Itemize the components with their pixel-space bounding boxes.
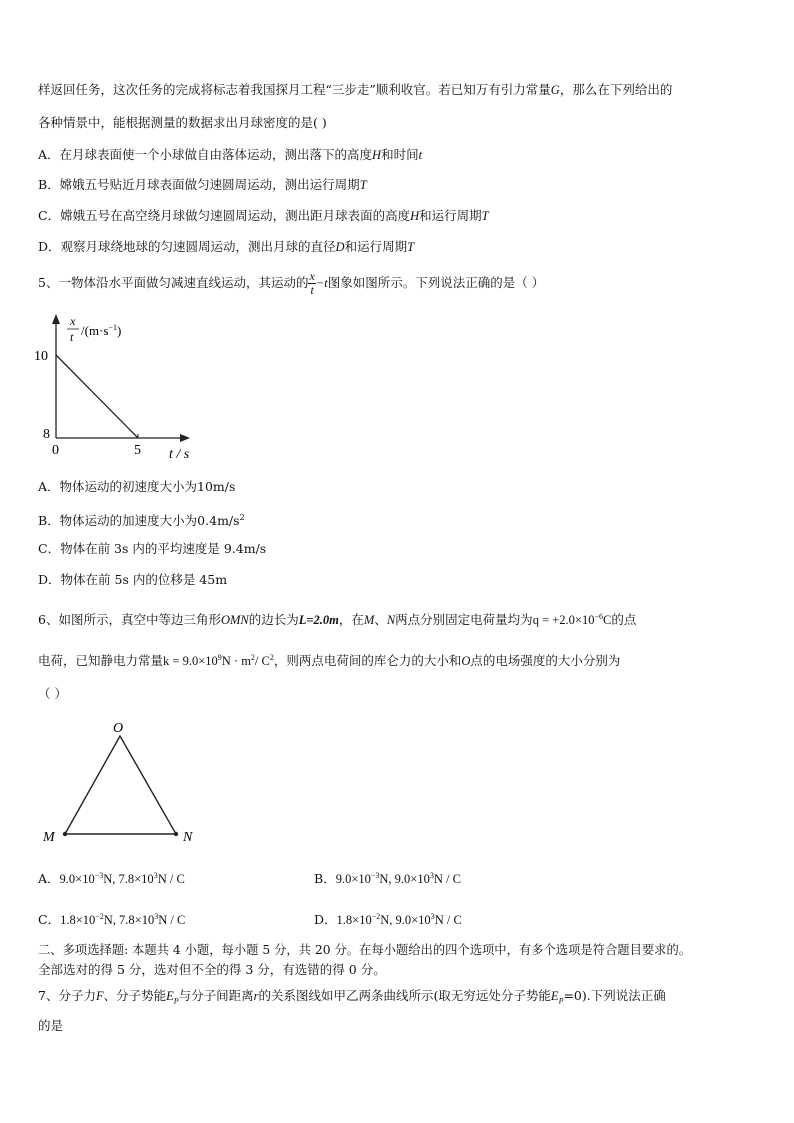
point-N bbox=[174, 832, 178, 836]
var-L: L=2.0m bbox=[298, 613, 339, 628]
text: 的是 bbox=[38, 1018, 64, 1033]
text: 图象如图所示。下列说法正确的是（ ） bbox=[327, 275, 545, 290]
text: 二、多项选择题: 本题共 4 小题，每小题 5 分，共 20 分。在每小题给出的四个选项中，有多个选项是符合题目要求的。 bbox=[38, 943, 692, 957]
superscript: 9 bbox=[217, 653, 222, 662]
label-M: M bbox=[43, 830, 55, 845]
text: 样返回任务，这次任务的完成将标志着我国探月工程“三步走”顺利收官。若已知万有引力常量 bbox=[38, 82, 551, 97]
var-T: T bbox=[359, 178, 367, 192]
text: D．物体在前 5s 内的位移是 45m bbox=[38, 572, 228, 587]
text: 的点 bbox=[611, 612, 637, 628]
text: q = +2.0×10 bbox=[532, 613, 595, 628]
superscript: 2 bbox=[250, 653, 255, 662]
text: N, 7.8×10 bbox=[103, 913, 155, 928]
fraction-x-over-t bbox=[308, 270, 315, 297]
q4-option-a bbox=[38, 147, 422, 163]
text: 9.0×10 bbox=[59, 872, 95, 887]
var-T: T bbox=[407, 240, 415, 254]
q6-option-b bbox=[314, 868, 461, 887]
text: 1.8×10 bbox=[60, 913, 96, 928]
x-tick-label-5: 5 bbox=[134, 443, 141, 458]
superscript: −3 bbox=[94, 871, 104, 880]
text: 和时间 bbox=[381, 147, 419, 162]
q6-stem-line1 bbox=[38, 609, 636, 628]
text: 和运行周期 bbox=[344, 239, 408, 254]
text: N, 9.0×10 bbox=[380, 913, 431, 928]
text: 与分子间距离 bbox=[178, 988, 254, 1003]
text: ，在 bbox=[338, 612, 364, 628]
text: B．物体运动的加速度大小为0.4m/s bbox=[38, 513, 240, 529]
text: B． bbox=[314, 871, 336, 887]
y-tick-10: 10 bbox=[34, 349, 48, 364]
section2-instructions-line2 bbox=[38, 962, 386, 978]
var-OMN: OMN bbox=[220, 613, 249, 628]
text: A．物体运动的初速度大小为10m/s bbox=[38, 479, 236, 494]
q6-triangle-diagram bbox=[38, 718, 208, 848]
triangle bbox=[65, 736, 176, 834]
text: 电荷，已知静电力常量 bbox=[38, 653, 164, 669]
var-H: H bbox=[372, 148, 382, 162]
text: =0).下列说法正确 bbox=[563, 988, 666, 1003]
y-label-unit: $/(m\cdot s^{-1})$ bbox=[81, 323, 122, 338]
q6-paren bbox=[38, 686, 67, 702]
text: A．在月球表面使一个小球做自由落体运动，测出落下的高度 bbox=[38, 147, 373, 162]
text: 7、分子力 bbox=[38, 988, 96, 1003]
x-axis-arrow-icon bbox=[180, 434, 190, 442]
superscript: −6 bbox=[594, 612, 603, 621]
label-O: O bbox=[113, 721, 124, 736]
text: 9.0×10 bbox=[335, 872, 371, 887]
text: （ ） bbox=[38, 686, 67, 701]
k-expression bbox=[163, 654, 274, 668]
superscript: 3 bbox=[154, 912, 159, 921]
q5-option-b bbox=[38, 510, 245, 529]
text: B．嫦娥五号贴近月球表面做匀速圆周运动，测出运行周期 bbox=[38, 177, 360, 192]
y-tick-8: 8 bbox=[43, 427, 50, 442]
text: 点的电场强度的大小分别为 bbox=[470, 653, 621, 669]
q5-stem bbox=[38, 268, 544, 298]
text: 全部选对的得 5 分，选对但不全的得 3 分，有选错的得 0 分。 bbox=[38, 962, 386, 977]
section2-instructions-line1 bbox=[38, 942, 691, 958]
var-r: r bbox=[253, 989, 259, 1003]
text: E bbox=[550, 989, 559, 1003]
q4-option-c bbox=[38, 208, 489, 224]
q5-graph bbox=[30, 312, 200, 462]
q6-stem-line2 bbox=[38, 650, 620, 669]
superscript: −2 bbox=[95, 912, 104, 921]
q4-stem-line1 bbox=[38, 82, 672, 98]
superscript: 3 bbox=[430, 912, 435, 921]
q5-option-a bbox=[38, 479, 235, 495]
text: k = 9.0×10 bbox=[163, 654, 218, 669]
y-label-num: x bbox=[70, 314, 76, 328]
var-T: T bbox=[481, 209, 489, 223]
text: 和运行周期 bbox=[419, 208, 482, 223]
q6-option-a bbox=[38, 868, 185, 887]
var-N: N bbox=[386, 613, 396, 628]
denominator: t bbox=[310, 283, 314, 297]
text: C．嫦娥五号在高空绕月球做匀速圆周运动，测出距月球表面的高度 bbox=[38, 208, 411, 223]
subscript: P bbox=[173, 996, 179, 1006]
text: 、 bbox=[374, 612, 387, 628]
y-axis-arrow-icon bbox=[52, 314, 60, 324]
q4-option-b bbox=[38, 177, 367, 193]
text: N, 7.8×10 bbox=[103, 872, 154, 887]
var-O: O bbox=[461, 654, 471, 669]
q6-option-c bbox=[38, 909, 185, 928]
text: C．物体在前 3s 内的平均速度是 9.4m/s bbox=[38, 541, 267, 556]
x-axis-label: t / s bbox=[169, 447, 190, 462]
numerator: x bbox=[309, 269, 315, 283]
var-D: D bbox=[335, 240, 345, 254]
text: A． bbox=[38, 871, 60, 887]
text: C． bbox=[38, 912, 61, 928]
text: N / C bbox=[433, 872, 461, 887]
point-M bbox=[63, 832, 67, 836]
var-t: t bbox=[418, 148, 423, 162]
text: 的关系图线如甲乙两条曲线所示(取无穷远处分子势能 bbox=[258, 988, 551, 1003]
q6-option-d bbox=[314, 909, 462, 928]
charge-expression bbox=[533, 613, 612, 627]
q5-option-c bbox=[38, 541, 266, 557]
text: 各种情景中，能根据测量的数据求出月球密度的是( ) bbox=[38, 115, 327, 130]
text: 的边长为 bbox=[248, 612, 299, 628]
superscript: 3 bbox=[153, 871, 158, 880]
var-Ep2 bbox=[550, 989, 564, 1006]
text: N · m bbox=[221, 654, 251, 669]
text: 5、一物体沿水平面做匀减速直线运动，其运动的 bbox=[38, 275, 309, 290]
text: N / C bbox=[158, 913, 186, 928]
text: 1.8×10 bbox=[336, 913, 372, 928]
subscript: P bbox=[558, 996, 564, 1006]
text: 两点分别固定电荷量均为 bbox=[395, 612, 533, 628]
text: 6、如图所示，真空中等边三角形 bbox=[38, 612, 221, 628]
q4-option-d bbox=[38, 239, 414, 255]
text: D．观察月球绕地球的匀速圆周运动，测出月球的直径 bbox=[38, 239, 336, 254]
data-line bbox=[56, 355, 138, 438]
text: C bbox=[602, 613, 612, 628]
q4-stem-line2 bbox=[38, 115, 327, 131]
q7-stem-line1 bbox=[38, 988, 666, 1010]
label-N: N bbox=[183, 830, 193, 845]
var-G: G bbox=[550, 83, 560, 97]
superscript: 2 bbox=[239, 513, 245, 522]
superscript: 3 bbox=[429, 871, 434, 880]
var-F: F bbox=[95, 989, 104, 1003]
var-H: H bbox=[410, 209, 420, 223]
superscript: 2 bbox=[269, 653, 274, 662]
y-label-den: t bbox=[70, 330, 74, 344]
text: D． bbox=[314, 912, 337, 928]
text: E bbox=[166, 989, 174, 1003]
text: / C bbox=[254, 654, 270, 669]
superscript: −2 bbox=[371, 912, 381, 921]
text: N / C bbox=[434, 913, 462, 928]
x-tick-0: 0 bbox=[52, 443, 59, 458]
text: N, 9.0×10 bbox=[379, 872, 430, 887]
text: ，则两点电荷间的库仑力的大小和 bbox=[273, 653, 462, 669]
var-t: −t bbox=[315, 276, 328, 290]
text: 、分子势能 bbox=[103, 988, 167, 1003]
superscript: −3 bbox=[370, 871, 380, 880]
var-Ep bbox=[166, 989, 179, 1006]
q7-stem-line2 bbox=[38, 1018, 63, 1034]
text: N / C bbox=[157, 872, 185, 887]
text: ，那么在下列给出的 bbox=[559, 82, 673, 97]
var-M: M bbox=[363, 613, 375, 628]
q5-option-d bbox=[38, 572, 227, 588]
